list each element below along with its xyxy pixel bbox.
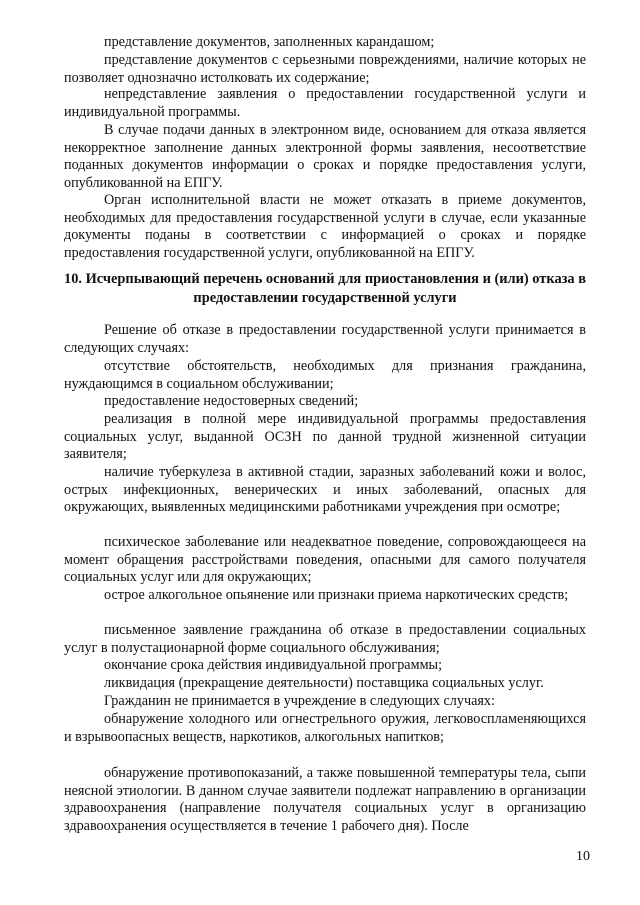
paragraph-refusal-decision: Решение об отказе в предоставлении государственной услуги принимается в следующих случаях: bbox=[64, 322, 586, 356]
list-item-intoxication: острое алкогольное опьянение или признаки приема наркотических средств; bbox=[104, 587, 569, 603]
list-item-weapons-detected: обнаружение холодного или огнестрельного оружия, легковоспламеняющихся и взрывоопасных веществ, наркотиков, алкогольных напитков; bbox=[64, 711, 586, 745]
list-item-written-refusal: письменное заявление гражданина об отказе в предоставлении социальных услуг в полустационарной форме социального обслуживания; bbox=[64, 622, 586, 656]
list-item-provider-liquidation: ликвидация (прекращение деятельности) поставщика социальных услуг. bbox=[104, 675, 544, 691]
list-item-program-expired: окончание срока действия индивидуальной программы; bbox=[104, 657, 443, 673]
page-number: 10 bbox=[576, 849, 590, 864]
list-item-infectious-diseases: наличие туберкулеза в активной стадии, заразных заболеваний кожи и волос, острых инфекционных, венерических и иных заболеваний, опасных для окружающих, выявленных медицинскими работниками учреждения при осмотре; bbox=[64, 464, 586, 516]
list-item-program-completed: реализация в полной мере индивидуальной программы предоставления социальных услуг, выданной ОСЗН по данной трудной жизненной ситуации заявителя; bbox=[64, 411, 586, 463]
list-item-false-information: предоставление недостоверных сведений; bbox=[104, 393, 359, 409]
paragraph-no-application: непредставление заявления о предоставлении государственной услуги и индивидуальной программы. bbox=[64, 86, 586, 120]
paragraph-pencil-documents: представление документов, заполненных карандашом; bbox=[104, 34, 435, 50]
section-heading: 10. Исчерпывающий перечень оснований для приостановления и (или) отказа в предоставлении государственной услуги bbox=[64, 271, 586, 306]
list-item-mental-illness: психическое заболевание или неадекватное поведение, сопровождающееся на момент обращения расстройствами поведения, опасными для самого получателя социальных услуг или для окружающих; bbox=[64, 534, 586, 586]
list-item-no-circumstances: отсутствие обстоятельств, необходимых для признания гражданина, нуждающимся в социальном обслуживании; bbox=[64, 358, 586, 392]
paragraph-cannot-refuse: Орган исполнительной власти не может отказать в приеме документов, необходимых для предоставления государственной услуги в случае, если указанные документы поданы в соответствии с информацией о сроках и порядке предоставления государственной услуги, опубликованной на ЕПГУ. bbox=[64, 192, 586, 261]
paragraph-damaged-documents: представление документов с серьезными повреждениями, наличие которых не позволяет однозначно истолковать их содержание; bbox=[64, 52, 586, 86]
list-item-contraindications: обнаружение противопоказаний, а также повышенной температуры тела, сыпи неясной этиологии. В данном случае заявители подлежат направлению в организации здравоохранения (направление получателя социальных услуг в организацию здравоохранения осуществляется в течение 1 рабочего дня). После bbox=[64, 765, 586, 834]
paragraph-electronic-submission: В случае подачи данных в электронном виде, основанием для отказа является некорректное заполнение данных электронной формы заявления, несоответствие поданных документов информации о сроках и порядке предоставления услуги, опубликованной на ЕПГУ. bbox=[64, 122, 586, 191]
paragraph-not-admitted: Гражданин не принимается в учреждение в следующих случаях: bbox=[104, 693, 495, 709]
